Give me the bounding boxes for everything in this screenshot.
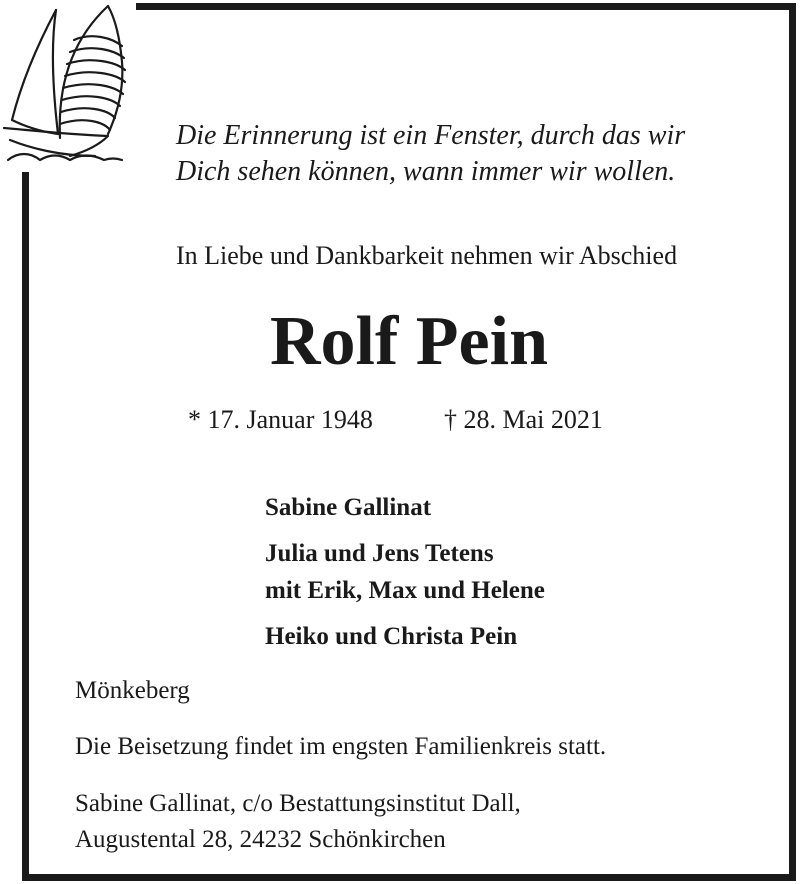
contact-address (75, 786, 521, 858)
funeral-note: Die Beisetzung findet im engsten Familienkreis statt. (75, 733, 607, 760)
sailboat-icon (0, 0, 130, 170)
deceased-name: Rolf Pein (269, 303, 549, 380)
mourner-3: Heiko und Christa Pein (265, 623, 518, 650)
death-date: † 28. Mai 2021 (444, 405, 603, 434)
farewell-intro: In Liebe und Dankbarkeit nehmen wir Abschied (176, 241, 678, 270)
verse-line-1: Die Erinnerung ist ein Fenster, durch das wir (176, 120, 686, 151)
mourner-2: Julia und Jens Tetens (265, 540, 494, 567)
border-bottom (22, 874, 796, 881)
place: Mönkeberg (75, 677, 190, 704)
border-right (789, 3, 796, 881)
mourner-2-children: mit Erik, Max und Helene (265, 577, 545, 604)
border-top (136, 3, 796, 10)
memorial-verse (176, 118, 685, 190)
mourner-1: Sabine Gallinat (265, 494, 432, 521)
birth-date: * 17. Januar 1948 (188, 405, 373, 434)
border-left (22, 172, 29, 881)
verse-line-2: Dich sehen können, wann immer wir wollen. (176, 156, 676, 187)
contact-line-1: Sabine Gallinat, c/o Bestattungsinstitut Dall, (75, 790, 521, 817)
contact-line-2: Augustental 28, 24232 Schönkirchen (75, 826, 446, 853)
